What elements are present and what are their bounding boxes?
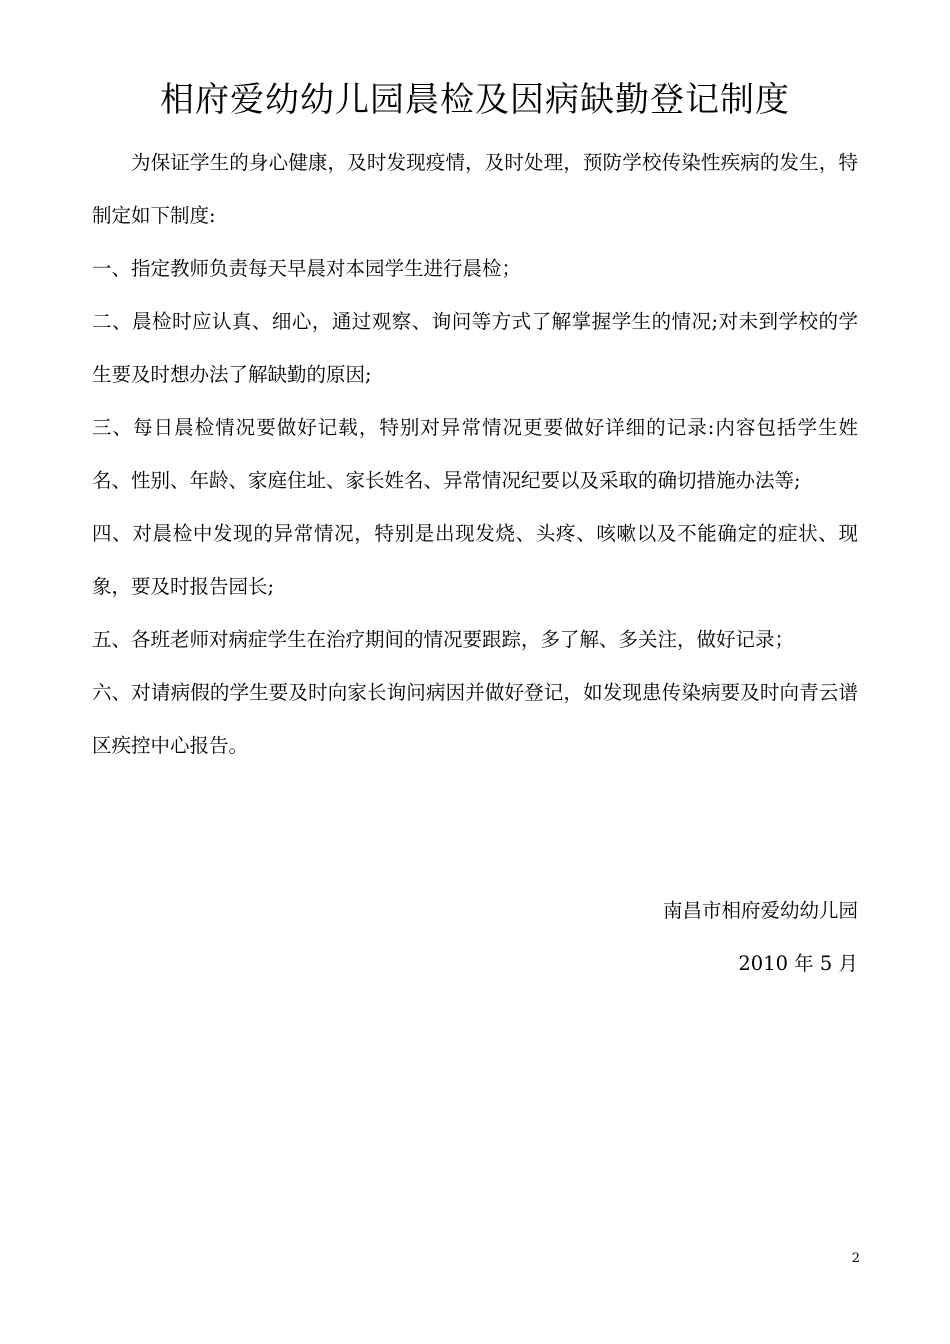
signature-block xyxy=(663,884,858,990)
intro-paragraph: 为保证学生的身心健康，及时发现疫情，及时处理，预防学校传染性疾病的发生，特制定如下制度: xyxy=(92,151,858,227)
signature-date: 2010 年 5 月 xyxy=(738,952,858,975)
rule-item-6: 六、对请病假的学生要及时向家长询问病因并做好登记，如发现患传染病要及时向青云谱区疾控中心报告。 xyxy=(92,681,858,757)
rule-item-5: 五、各班老师对病症学生在治疗期间的情况要跟踪，多了解、多关注，做好记录； xyxy=(92,628,795,651)
page-number: 2 xyxy=(851,1251,860,1266)
document-body xyxy=(92,136,858,772)
signature-organization: 南昌市相府爱幼幼儿园 xyxy=(662,899,858,922)
rule-item-4: 四、对晨检中发现的异常情况，特别是出现发烧、头疼、咳嗽以及不能确定的症状、现象，要及时报告园长; xyxy=(92,522,858,598)
document-title: 相府爱幼幼儿园晨检及因病缺勤登记制度 xyxy=(160,80,790,120)
rule-item-1: 一、指定教师负责每天早晨对本园学生进行晨检； xyxy=(92,257,522,280)
rule-item-2: 二、晨检时应认真、细心，通过观察、询问等方式了解掌握学生的情况;对未到学校的学生要及时想办法了解缺勤的原因; xyxy=(92,310,858,386)
rule-item-3: 三、每日晨检情况要做好记载，特别对异常情况更要做好详细的记录:内容包括学生姓名、性别、年龄、家庭住址、家长姓名、异常情况纪要以及采取的确切措施办法等; xyxy=(92,416,858,492)
